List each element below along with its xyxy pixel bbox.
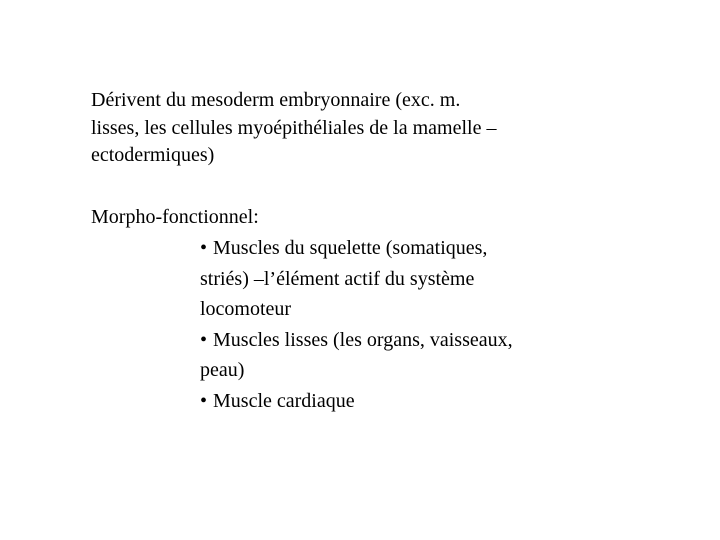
bullet-first-line: [200, 325, 600, 356]
intro-line: Dérivent du mesoderm embryonnaire (exc. m.: [91, 89, 461, 111]
bullet-item: [200, 233, 600, 325]
intro-paragraph: [91, 87, 611, 170]
bullet-item: [200, 386, 600, 417]
intro-line: lisses, les cellules myoépithéliales de la mamelle –: [91, 116, 497, 139]
bullet-icon: •: [200, 237, 208, 259]
bullet-icon: •: [200, 328, 208, 351]
intro-line: ectodermiques): [91, 144, 215, 166]
bullet-icon: •: [200, 389, 208, 412]
section-heading: Morpho-fonctionnel:: [91, 206, 259, 228]
bullet-text: Muscle cardiaque: [213, 389, 355, 412]
bullet-first-line: [200, 233, 600, 264]
bullet-text: Muscles du squelette (somatiques,: [213, 237, 488, 259]
bullet-text: locomoteur: [200, 298, 292, 320]
bullet-item: [200, 325, 600, 386]
bullet-text: Muscles lisses (les organs, vaisseaux,: [213, 328, 513, 351]
bullet-first-line: [200, 386, 600, 417]
bullet-list: [200, 233, 600, 416]
bullet-text: peau): [200, 359, 245, 381]
bullet-text: striés) –l’élément actif du système: [200, 267, 475, 290]
